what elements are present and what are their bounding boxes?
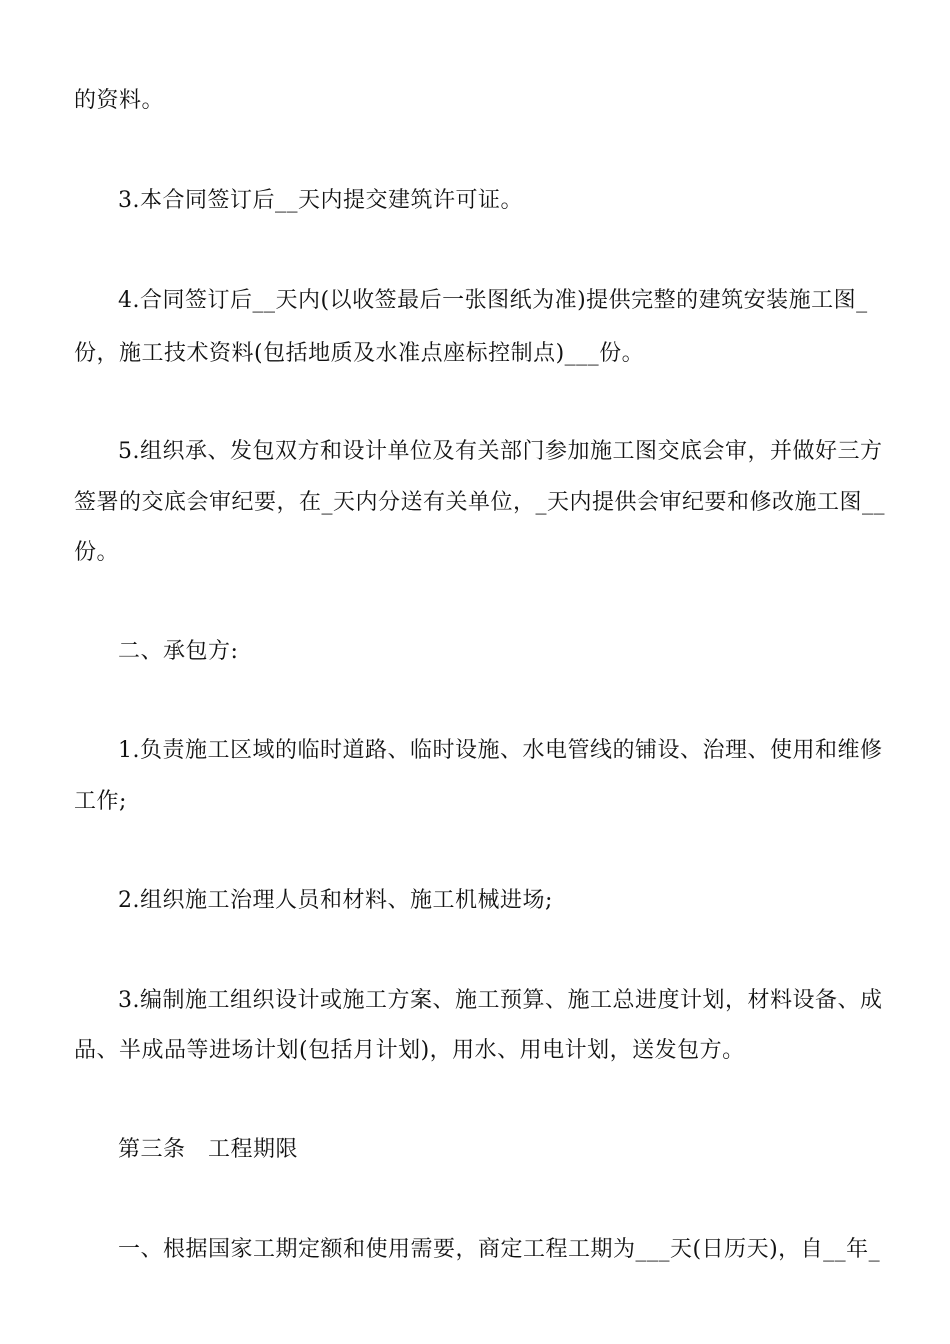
text-line: 4.合同签订后__天内(以收签最后一张图纸为准)提供完整的建筑安装施工图_	[118, 288, 868, 313]
text-line: 2.组织施工治理人员和材料、施工机械进场;	[118, 888, 553, 913]
text-line: 1.负责施工区域的临时道路、临时设施、水电管线的铺设、治理、使用和维修	[118, 738, 883, 763]
text-line: 份，施工技术资料(包括地质及水准点座标控制点)___份。	[74, 341, 645, 366]
text-line: 5.组织承、发包双方和设计单位及有关部门参加施工图交底会审，并做好三方	[118, 439, 883, 464]
text-line: 份。	[74, 540, 120, 565]
article-heading: 第三条 工程期限	[118, 1137, 299, 1162]
text-line: 的资料。	[74, 88, 165, 113]
text-line: 3.编制施工组织设计或施工方案、施工预算、施工总进度计划，材料设备、成	[118, 988, 883, 1013]
text-line: 签署的交底会审纪要，在_天内分送有关单位，_天内提供会审纪要和修改施工图__	[74, 490, 886, 515]
text-line: 工作;	[74, 789, 127, 814]
text-line: 品、半成品等进场计划(包括月计划)，用水、用电计划，送发包方。	[74, 1038, 745, 1063]
text-line: 3.本合同签订后__天内提交建筑许可证。	[118, 188, 523, 213]
section-heading: 二、承包方:	[118, 639, 239, 664]
text-line: 一、根据国家工期定额和使用需要，商定工程工期为___天(日历天)，自__年_	[118, 1237, 881, 1262]
